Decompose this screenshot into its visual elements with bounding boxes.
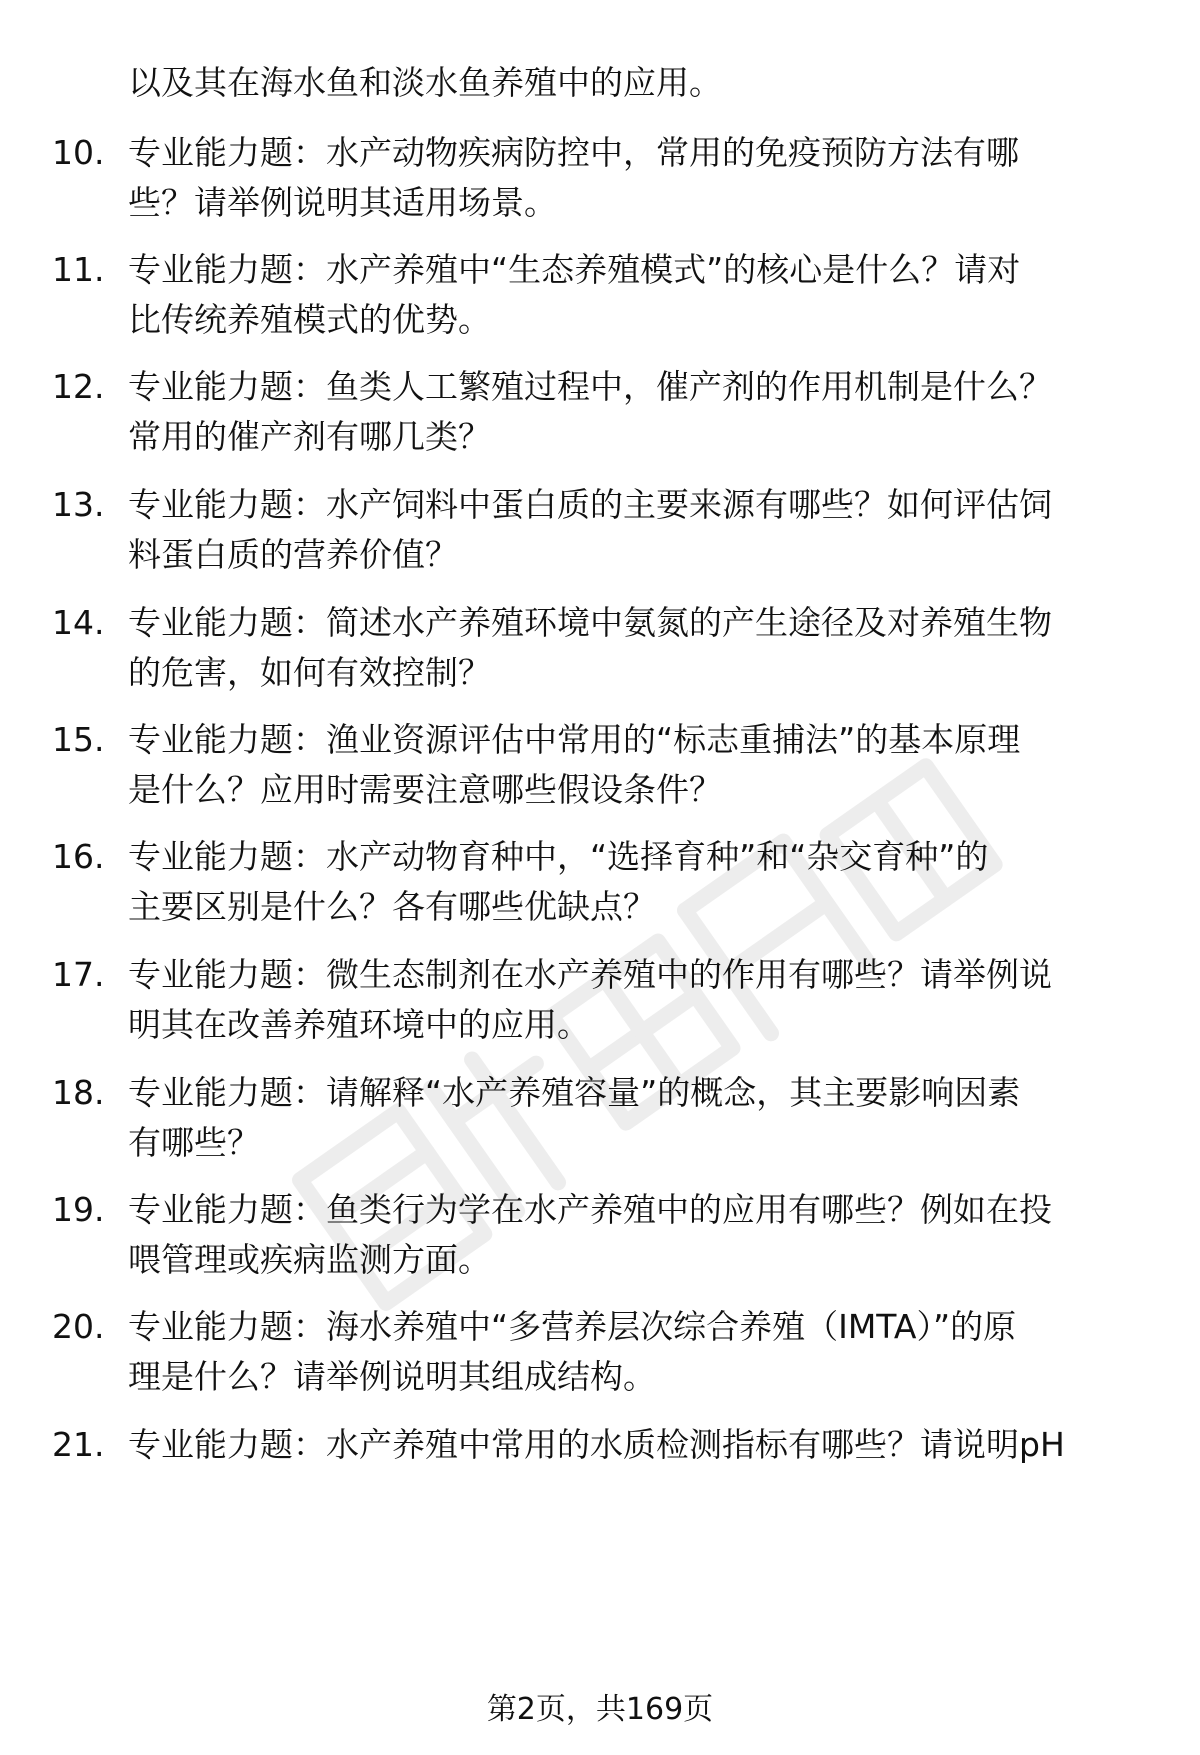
question-line: 专业能力题：鱼类人工繁殖过程中，催产剂的作用机制是什么？ — [128, 367, 1052, 406]
question-text — [128, 1185, 1148, 1285]
question-number: 20. — [52, 1307, 105, 1346]
question-line: 专业能力题：水产养殖中常用的水质检测指标有哪些？请说明pH — [128, 1425, 1065, 1464]
question-line: 专业能力题：海水养殖中“多营养层次综合养殖（IMTA）”的原 — [128, 1307, 1017, 1346]
question-number: 16. — [52, 837, 105, 876]
question-line: 专业能力题：请解释“水产养殖容量”的概念，其主要影响因素 — [128, 1073, 1021, 1112]
question-text — [128, 362, 1148, 462]
question-line: 专业能力题：鱼类行为学在水产养殖中的应用有哪些？例如在投 — [128, 1190, 1052, 1229]
question-line: 些？请举例说明其适用场景。 — [128, 183, 557, 222]
question-number: 12. — [52, 367, 105, 406]
question-text — [128, 1302, 1148, 1402]
question-line: 是什么？应用时需要注意哪些假设条件？ — [128, 770, 722, 809]
question-line: 专业能力题：简述水产养殖环境中氨氮的产生途径及对养殖生物 — [128, 603, 1052, 642]
question-number: 18. — [52, 1073, 105, 1112]
question-text — [128, 480, 1148, 580]
question-text — [128, 1068, 1148, 1168]
question-line: 有哪些？ — [128, 1123, 260, 1162]
question-number: 10. — [52, 133, 105, 172]
question-number: 15. — [52, 720, 105, 759]
question-line: 专业能力题：水产动物育种中，“选择育种”和“杂交育种”的 — [128, 837, 989, 876]
question-line: 专业能力题：水产动物疾病防控中，常用的免疫预防方法有哪 — [128, 133, 1019, 172]
question-line: 料蛋白质的营养价值？ — [128, 535, 458, 574]
question-text — [128, 715, 1148, 815]
question-line: 专业能力题：渔业资源评估中常用的“标志重捕法”的基本原理 — [128, 720, 1021, 759]
continuation-text: 以及其在海水鱼和淡水鱼养殖中的应用。 — [128, 63, 722, 102]
question-text — [128, 1420, 1148, 1470]
question-line: 专业能力题：水产饲料中蛋白质的主要来源有哪些？如何评估饲 — [128, 485, 1052, 524]
question-line: 明其在改善养殖环境中的应用。 — [128, 1005, 590, 1044]
question-text — [128, 245, 1148, 345]
question-text — [128, 832, 1148, 932]
question-line: 理是什么？请举例说明其组成结构。 — [128, 1357, 656, 1396]
question-line: 喂管理或疾病监测方面。 — [128, 1240, 491, 1279]
question-number: 17. — [52, 955, 105, 994]
question-line: 专业能力题：微生态制剂在水产养殖中的作用有哪些？请举例说 — [128, 955, 1052, 994]
question-number: 13. — [52, 485, 105, 524]
question-line: 常用的催产剂有哪几类？ — [128, 417, 491, 456]
question-line: 比传统养殖模式的优势。 — [128, 300, 491, 339]
question-line: 专业能力题：水产养殖中“生态养殖模式”的核心是什么？请对 — [128, 250, 1021, 289]
question-number: 14. — [52, 603, 105, 642]
question-text — [128, 950, 1148, 1050]
question-line: 主要区别是什么？各有哪些优缺点？ — [128, 887, 656, 926]
question-text — [128, 598, 1148, 698]
question-number: 19. — [52, 1190, 105, 1229]
question-number: 11. — [52, 250, 105, 289]
question-number: 21. — [52, 1425, 105, 1464]
question-text — [128, 128, 1148, 228]
page-footer: 第2页，共169页 — [486, 1692, 714, 1727]
question-line: 的危害，如何有效控制？ — [128, 653, 491, 692]
